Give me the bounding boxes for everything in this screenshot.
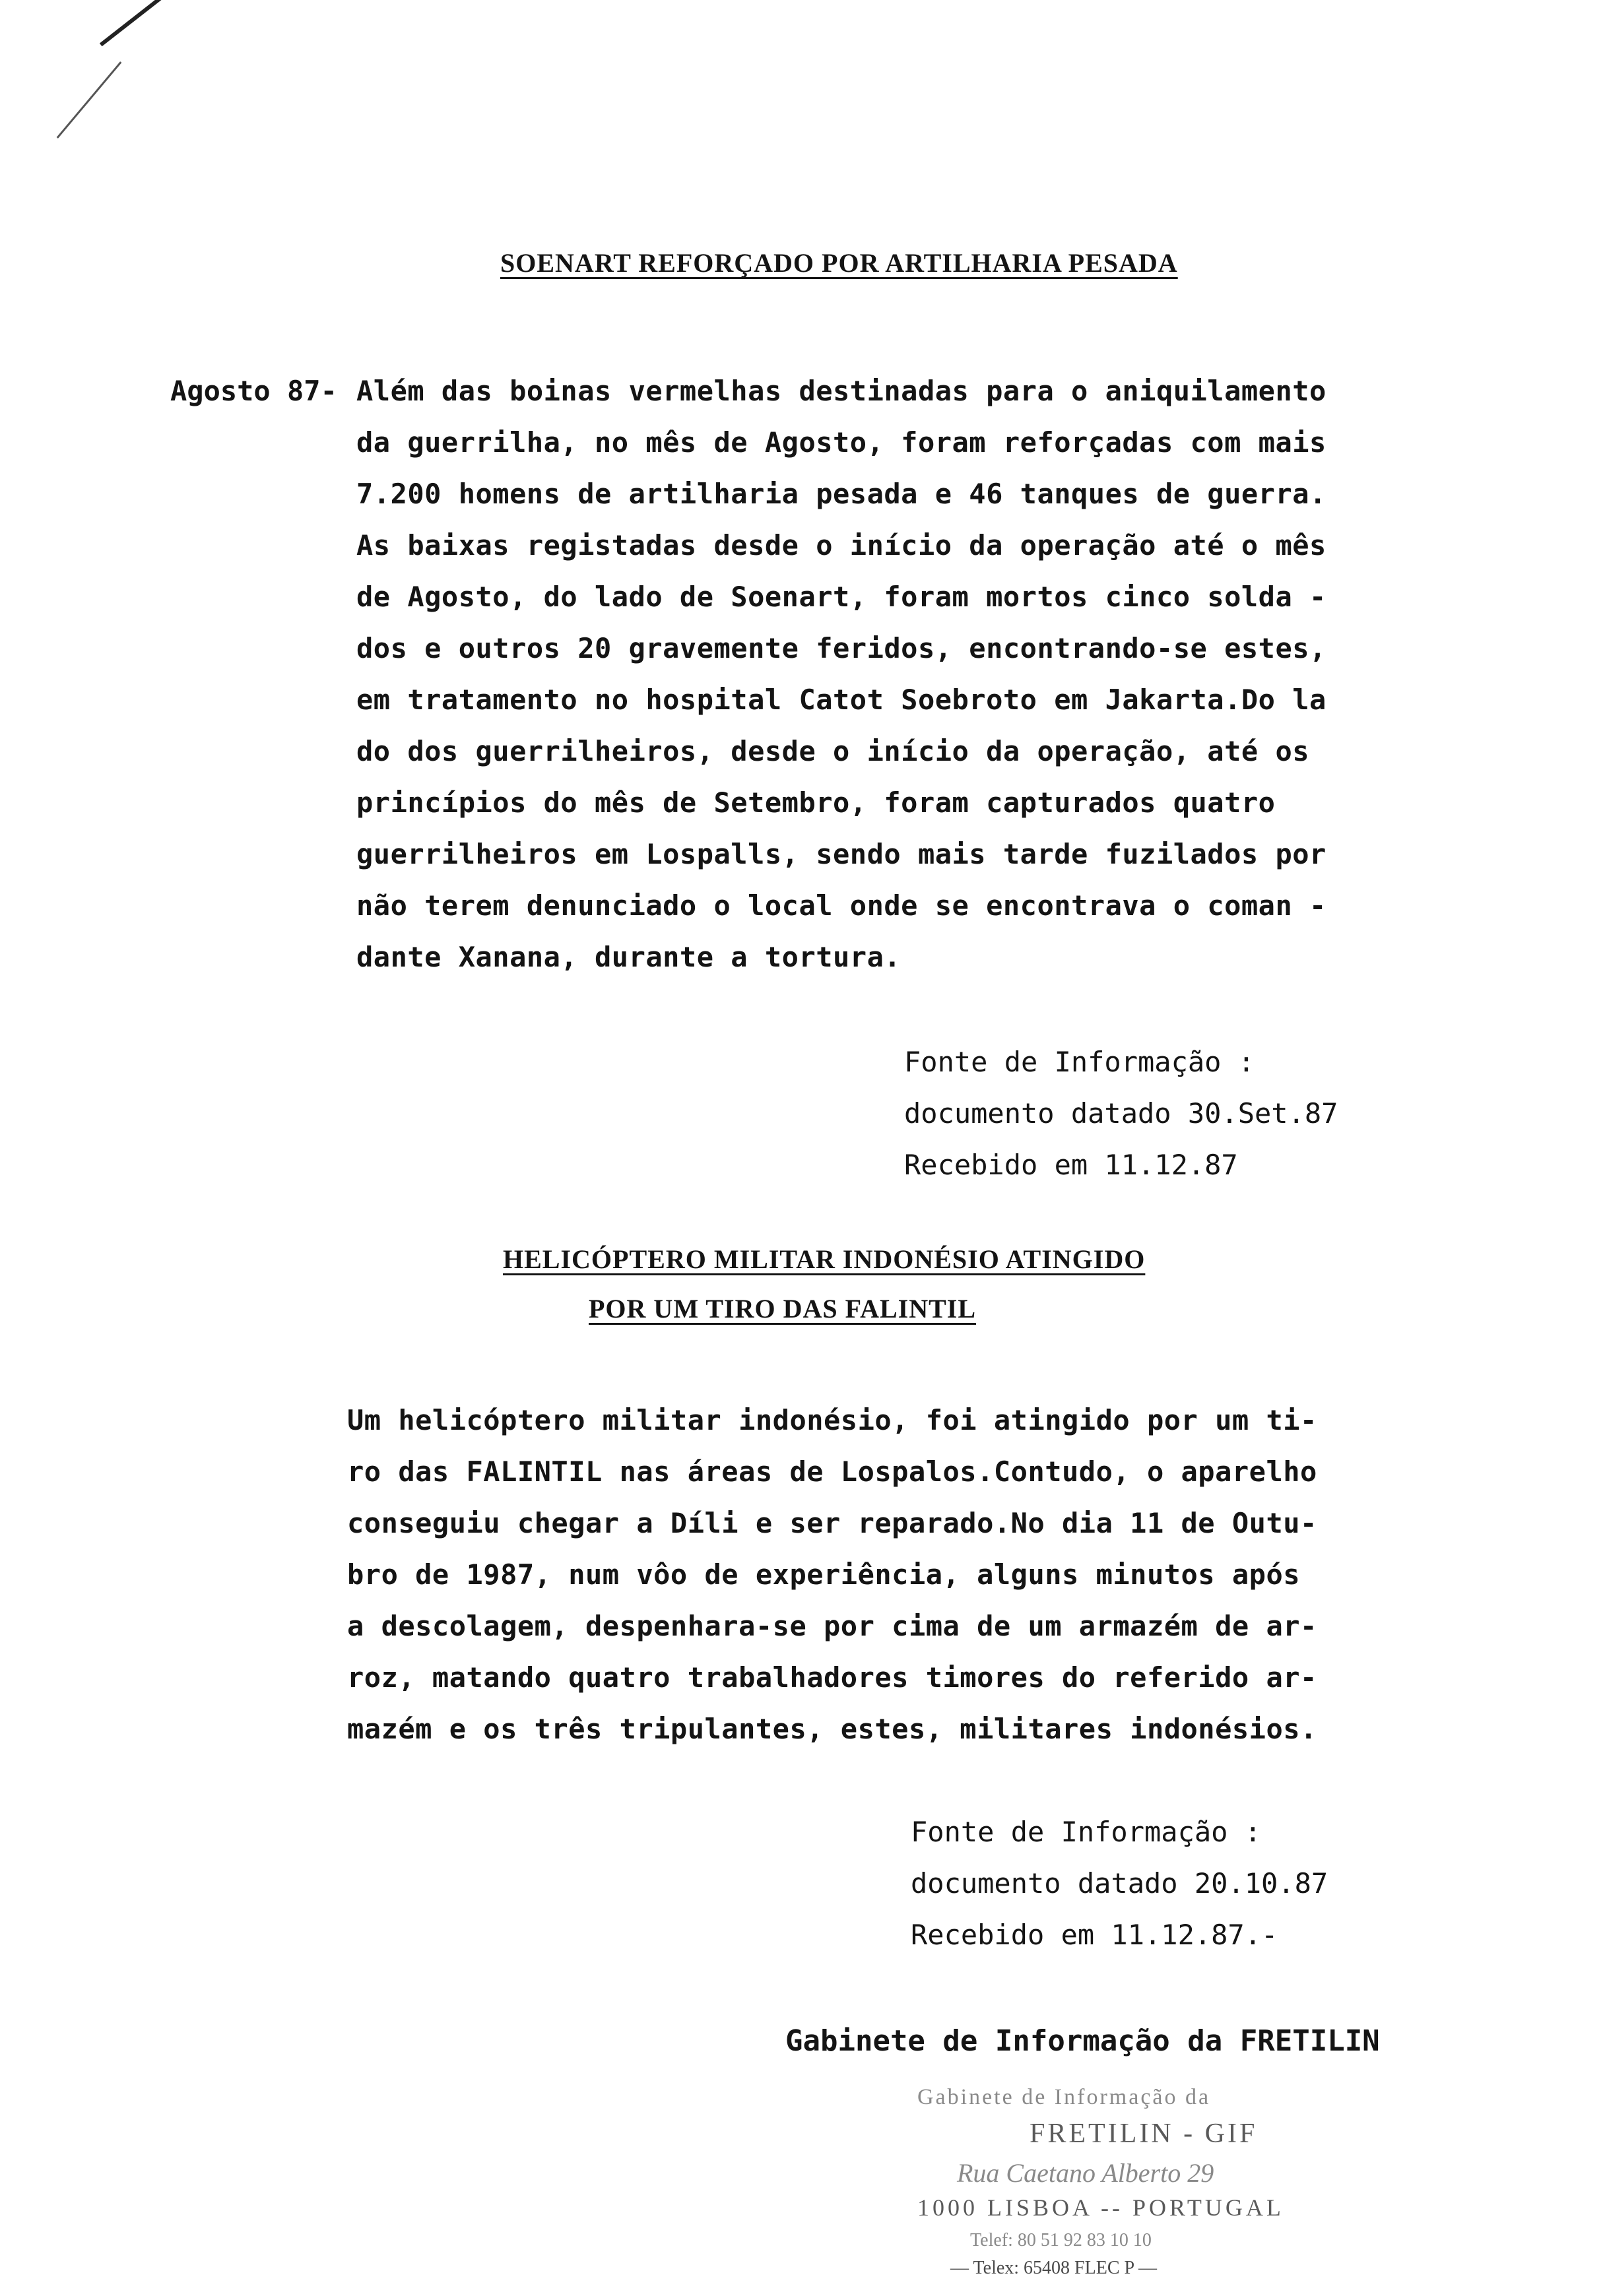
section1-source-label: Fonte de Informação :	[904, 1046, 1255, 1078]
section2-line: ro das FALINTIL nas áreas de Lospalos.Contudo, o aparelho	[347, 1455, 1317, 1488]
section2-source-received: Recebido em 11.12.87.-	[911, 1919, 1278, 1951]
stamp-line: — Telex: 65408 FLEC P —	[950, 2258, 1158, 2278]
section1-line: guerrilheiros em Lospalls, sendo mais tarde fuzilados por	[356, 838, 1327, 870]
section1-date: Agosto 87-	[170, 375, 337, 407]
section1-line: em tratamento no hospital Catot Soebroto em Jakarta.Do la	[356, 684, 1327, 716]
section1-line: As baixas registadas desde o início da operação até o mês	[356, 529, 1327, 561]
section2-source-date: documento datado 20.10.87	[911, 1867, 1328, 1899]
section1-line: do dos guerrilheiros, desde o início da operação, até os	[356, 735, 1310, 767]
section1-line: Além das boinas vermelhas destinadas para o aniquilamento	[356, 375, 1327, 407]
section2-line: mazém e os três tripulantes, estes, militares indonésios.	[347, 1713, 1317, 1745]
section2-title-line1: HELICÓPTERO MILITAR INDONÉSIO ATINGIDO	[503, 1244, 1146, 1274]
section2-line: a descolagem, despenhara-se por cima de um armazém de ar-	[347, 1610, 1317, 1642]
office-stamp	[904, 2085, 1379, 2283]
section1-line: dos e outros 20 gravemente feridos, encontrando-se estes,	[356, 632, 1327, 664]
section1-line: da guerrilha, no mês de Agosto, foram reforçadas com mais	[356, 426, 1327, 459]
stamp-line: Gabinete de Informação da	[917, 2085, 1211, 2109]
section2-title-line2: POR UM TIRO DAS FALINTIL	[589, 1294, 977, 1323]
section2-line: Um helicóptero militar indonésio, foi atingido por um ti-	[347, 1404, 1317, 1436]
stamp-line: Telef: 80 51 92 83 10 10	[970, 2230, 1152, 2250]
section1-line: dante Xanana, durante a tortura.	[356, 941, 901, 973]
section1-line: não terem denunciado o local onde se encontrava o coman -	[356, 889, 1327, 922]
section1-line: de Agosto, do lado de Soenart, foram mortos cinco solda -	[356, 581, 1327, 613]
scan-mark	[100, 0, 164, 46]
section1-source-received: Recebido em 11.12.87	[904, 1149, 1238, 1181]
section1-title: SOENART REFORÇADO POR ARTILHARIA PESADA	[500, 248, 1178, 278]
section2-source-label: Fonte de Informação :	[911, 1816, 1262, 1848]
stamp-line: Rua Caetano Alberto 29	[957, 2158, 1214, 2188]
scan-mark	[57, 61, 122, 139]
section1-line: 7.200 homens de artilharia pesada e 46 tanques de guerra.	[356, 478, 1327, 510]
section1-source-date: documento datado 30.Set.87	[904, 1097, 1338, 1130]
section2-line: bro de 1987, num vôo de experiência, alguns minutos após	[347, 1558, 1301, 1591]
signature: Gabinete de Informação da FRETILIN	[785, 2024, 1380, 2058]
section1-line: princípios do mês de Setembro, foram capturados quatro	[356, 786, 1276, 819]
stamp-line: FRETILIN - GIF	[1030, 2119, 1258, 2149]
section2-line: roz, matando quatro trabalhadores timores do referido ar-	[347, 1661, 1317, 1694]
section2-line: conseguiu chegar a Díli e ser reparado.No dia 11 de Outu-	[347, 1507, 1317, 1539]
stamp-line: 1000 LISBOA -- PORTUGAL	[917, 2194, 1284, 2221]
